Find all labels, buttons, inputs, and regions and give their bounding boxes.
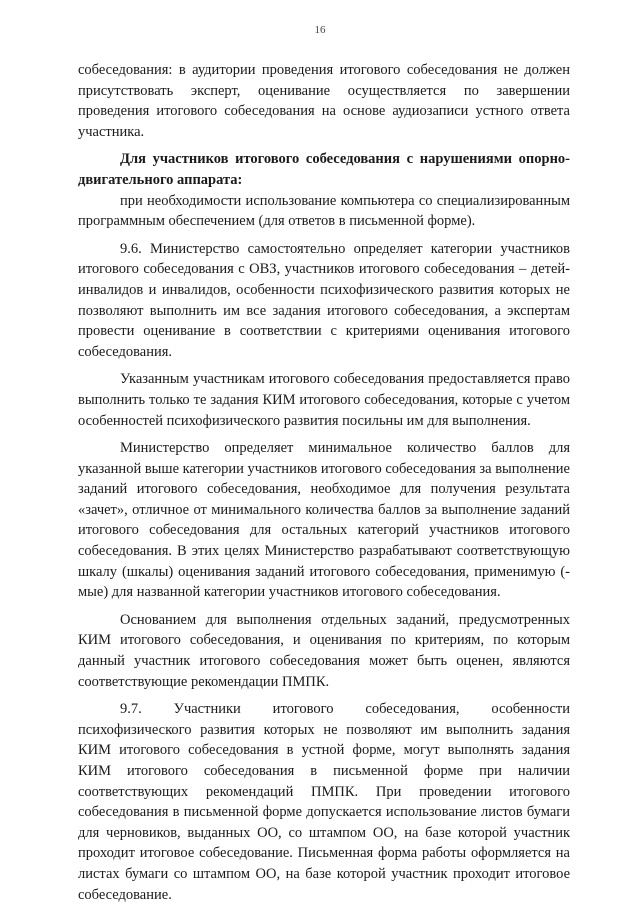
paragraph-minimum-score: Министерство определяет минимальное количество баллов для указанной выше категории участников итогового собеседования за выполнение заданий итогового собеседования, необходимое для получения результата «зачет», отличное от минимального количества баллов за выполнение заданий итогового собеседования для остальных категорий участников итогового собеседования. В этих целях Министерство разрабатывают соответствующую шкалу (шкалы) оценивания заданий итогового собеседования, применимую (-мые) для названной категории участников итогового собеседования. bbox=[78, 440, 570, 601]
document-body bbox=[78, 60, 570, 905]
paragraph-9-6: 9.6. Министерство самостоятельно определяет категории участников итогового собеседования с ОВЗ, участников итогового собеседования – детей-инвалидов и инвалидов, особенности психофизического развития которых не позволяют выполнить им все задания итогового собеседования, а экспертам провести оценивание в соответствии с критериями оценивания итогового собеседования. bbox=[78, 240, 570, 360]
paragraph-computer-use: при необходимости использование компьютера со специализированным программным обеспечением (для ответов в письменной форме). bbox=[78, 192, 570, 230]
paragraph-right-to-select-tasks: Указанным участникам итогового собеседования предоставляется право выполнить только те задания КИМ итогового собеседования, которые с учетом особенностей психофизического развития посильны им для выполнения. bbox=[78, 371, 570, 429]
paragraph-9-7: 9.7. Участники итогового собеседования, особенности психофизического развития которых не позволяют им выполнить задания КИМ итогового собеседования в устной форме, могут выполнять задания КИМ итогового собеседования в письменной форме при наличии соответствующих рекомендаций ПМПК. При проведении итогового собеседования в письменной форме допускается использование листов бумаги для черновиков, выданных ОО, со штампом ОО, на базе которой участник проходит итоговое собеседование. Письменная форма работы оформляется на листах бумаги со штампом ОО, на базе которой участник проходит итоговое собеседование. bbox=[78, 701, 570, 903]
page-number: 16 bbox=[314, 24, 326, 36]
paragraph-pmpk-basis: Основанием для выполнения отдельных заданий, предусмотренных КИМ итогового собеседования, и оценивания по критериям, по которым данный участник итогового собеседования может быть оценен, являются соответствующие рекомендации ПМПК. bbox=[78, 611, 570, 690]
paragraph-continuation: собеседования: в аудитории проведения итогового собеседования не должен присутствовать эксперт, оценивание осуществляется по завершении проведения итогового собеседования на основе аудиозаписи устного ответа участника. bbox=[78, 62, 570, 140]
section-heading-musculoskeletal: Для участников итогового собеседования с нарушениями опорно-двигательного аппарата: bbox=[78, 151, 570, 188]
